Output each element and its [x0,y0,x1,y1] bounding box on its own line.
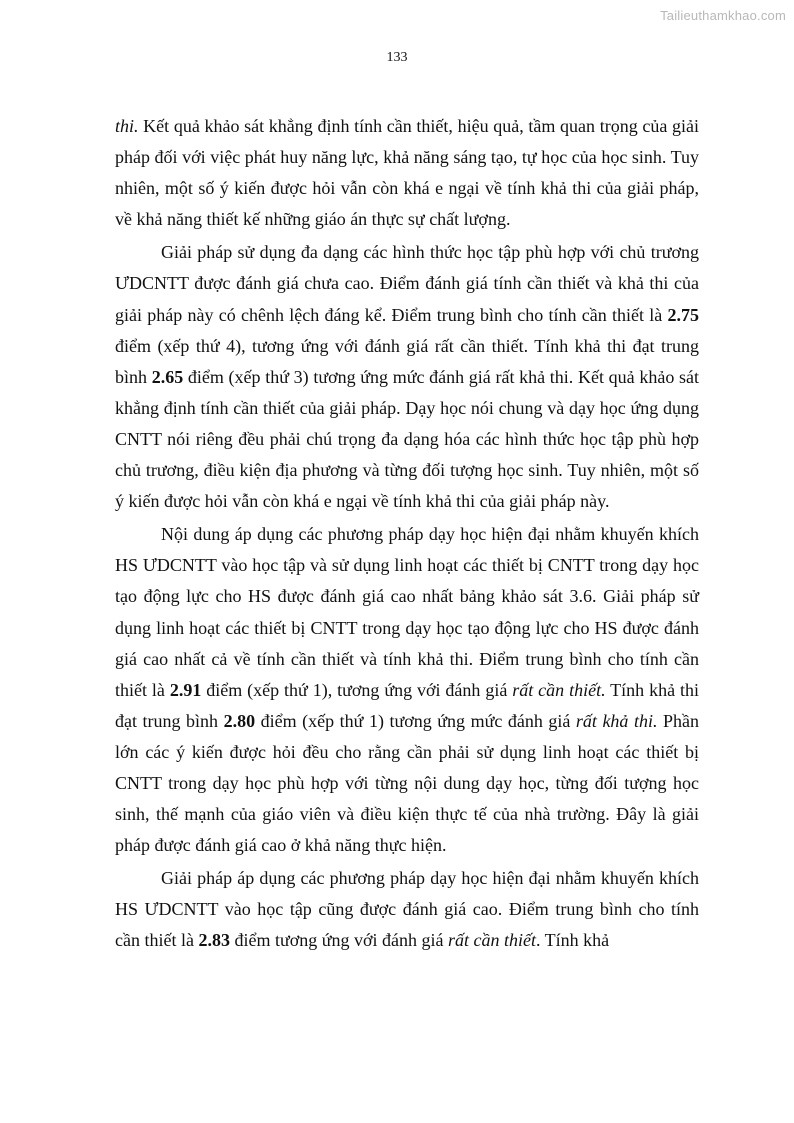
text-run: Kết quả khảo sát khẳng định tính cần thiết, hiệu quả, tầm quan trọng của giải pháp đối với việc phát huy năng lực, khả năng sáng tạo, tự học của học sinh. Tuy nhiên, một số ý kiến được hỏi vẫn còn khá e ngại về tính khả thi của giải pháp, về khả năng thiết kế những giáo án thực sự chất lượng. [115,116,699,230]
paragraph [115,111,699,235]
bold-score: 2.75 [667,304,699,325]
italic-text: thi. [115,116,139,136]
text-run: Giải pháp áp dụng các phương pháp dạy học hiện đại nhằm khuyến khích HS ƯDCNTT vào học tập cũng được đánh giá cao. Điểm trung bình cho tính cần thiết là [115,868,699,951]
text-run: Phần lớn các ý kiến được hỏi đều cho rằng cần phải sử dụng linh hoạt các thiết bị CNTT trong dạy học phù hợp với từng nội dung dạy học, từng đối tượng học sinh, thế mạnh của giáo viên và điều kiện thực tế của nhà trường. Đây là giải pháp được đánh giá cao ở khả năng thực hiện. [115,710,700,856]
bold-score: 2.83 [198,930,230,951]
paragraph [115,237,699,517]
text-run: Tính khả thi đạt trung bình [115,679,699,731]
italic-text: rất cần thiết. [512,679,606,700]
bold-score: 2.65 [151,366,184,387]
text-run: điểm (xếp thứ 1) tương ứng mức đánh giá [255,710,576,731]
text-run: . Tính khả [536,930,610,951]
paragraph [115,519,699,861]
italic-text: rất khả thi. [575,710,658,731]
paragraph [115,863,699,956]
text-run: điểm (xếp thứ 3) tương ứng mức đánh giá rất khả thi. Kết quả khảo sát khẳng định tính cần thiết của giải pháp. Dạy học nói chung và dạy học ứng dụng CNTT nói riêng đều phải chú trọng đa dạng hóa các hình thức học tập phù hợp chủ trương, điều kiện địa phương và từng đối tượng học sinh. Tuy nhiên, một số ý kiến được hỏi vẫn còn khá e ngại về tính khả thi của giải pháp này. [115,366,699,512]
bold-score: 2.91 [169,679,202,700]
italic-text: rất cần thiết [448,930,536,951]
watermark: Tailieuthamkhao.com [660,8,786,23]
document-body [115,111,699,957]
text-run: Nội dung áp dụng các phương pháp dạy học hiện đại nhằm khuyến khích HS ƯDCNTT vào học tập và sử dụng linh hoạt các thiết bị CNTT trong dạy học tạo động lực cho HS được đánh giá cao nhất bảng khảo sát 3.6. Giải pháp sử dụng linh hoạt các thiết bị CNTT trong dạy học tạo động lực cho HS được đánh giá cao nhất cả về tính cần thiết và tính khả thi. Điểm trung bình cho tính cần thiết là [115,524,699,700]
text-run: điểm (xếp thứ 4), tương ứng với đánh giá rất cần thiết. Tính khả thi đạt trung bình [115,335,699,387]
text-run: điểm tương ứng với đánh giá [229,930,448,951]
text-run: điểm (xếp thứ 1), tương ứng với đánh giá [201,679,513,700]
page-number: 133 [386,50,408,65]
text-run: Giải pháp sử dụng đa dạng các hình thức học tập phù hợp với chủ trương ƯDCNTT được đánh giá chưa cao. Điểm đánh giá tính cần thiết và khả thi của giải pháp này có chênh lệch đáng kể. Điểm trung bình cho tính cần thiết là [115,242,699,325]
bold-score: 2.80 [223,710,256,731]
